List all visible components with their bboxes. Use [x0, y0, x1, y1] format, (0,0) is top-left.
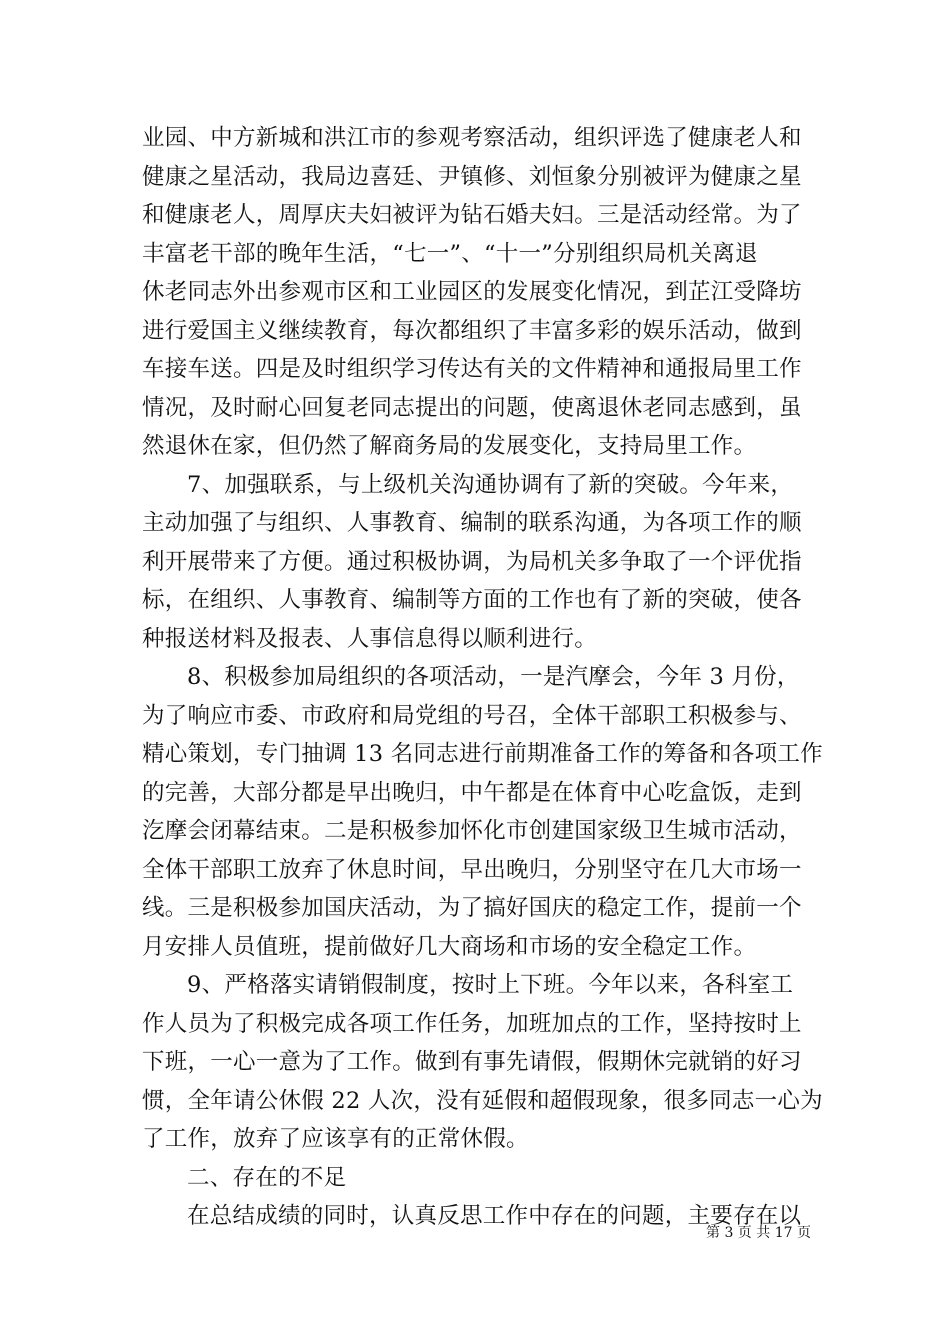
text-line: 和健康老人，周厚庆夫妇被评为钻石婚夫妇。三是活动经常。为了	[142, 202, 802, 228]
paragraph-start-line: 9、严格落实请销假制度，按时上下班。今年以来，各科室工	[187, 972, 794, 998]
text-line: 休老同志外出参观市区和工业园区的发展变化情况，到芷江受降坊	[142, 279, 802, 305]
text-line: 种报送材料及报表、人事信息得以顺利进行。	[142, 625, 598, 652]
text-line: 的完善，大部分都是早出晚归，中午都是在体育中心吃盒饭，走到	[142, 779, 802, 806]
text-line: 月安排人员值班，提前做好几大商场和市场的安全稳定工作。	[142, 933, 757, 960]
text-line: 作人员为了积极完成各项工作任务，加班加点的工作，坚持按时上	[142, 1010, 802, 1037]
paragraph-start-line: 7、加强联系，与上级机关沟通协调有了新的突破。今年来，	[187, 471, 794, 498]
text-line: 然退休在家，但仍然了解商务局的发展变化，支持局里工作。	[142, 433, 757, 459]
text-line: 为了响应市委、市政府和局党组的号召，全体干部职工积极参与、	[142, 702, 802, 729]
text-line: 业园、中方新城和洪江市的参观考察活动，组织评选了健康老人和	[142, 125, 802, 151]
text-line: 精心策划，专门抽调 13 名同志进行前期准备工作的筹备和各项工作	[142, 741, 823, 767]
text-line: 进行爱国主义继续教育，每次都组织了丰富多彩的娱乐活动，做到	[142, 317, 802, 344]
page-number-footer: 第 3 页 共 17 页	[706, 1225, 811, 1241]
text-line: 丰富老干部的晚年生活，“七一”、“十一”分别组织局机关离退	[142, 240, 758, 267]
text-line: 车接车送。四是及时组织学习传达有关的文件精神和通报局里工作	[142, 356, 802, 382]
text-line: 汔摩会闭幕结束。二是积极参加怀化市创建国家级卫生城市活动，	[142, 818, 802, 844]
text-line: 利开展带来了方便。通过积极协调，为局机关多争取了一个评优指	[142, 548, 802, 575]
text-line: 健康之星活动，我局边喜廷、尹镇修、刘恒象分别被评为健康之星	[142, 163, 802, 190]
text-line: 线。三是积极参加国庆活动，为了搞好国庆的稳定工作，提前一个	[142, 895, 802, 921]
body-text	[142, 119, 823, 1236]
paragraph-start-line: 在总结成绩的同时，认真反思工作中存在的问题，主要存在以	[187, 1203, 802, 1229]
text-line: 惯，全年请公休假 22 人次，没有延假和超假现象，很多同志一心为	[142, 1087, 823, 1114]
text-line: 主动加强了与组织、人事教育、编制的联系沟通，为各项工作的顺	[142, 510, 802, 536]
text-line: 情况，及时耐心回复老同志提出的问题，使离退休老同志感到，虽	[142, 394, 802, 421]
paragraph-start-line: 8、积极参加局组织的各项活动，一是汽摩会，今年 3 月份，	[187, 664, 800, 690]
text-line: 下班，一心一意为了工作。做到有事先请假，假期休完就销的好习	[142, 1049, 802, 1075]
section-heading: 二、存在的不足	[187, 1164, 347, 1191]
text-line: 了工作，放弃了应该享有的正常休假。	[142, 1126, 529, 1152]
text-line: 标，在组织、人事教育、编制等方面的工作也有了新的突破，使各	[142, 587, 802, 613]
text-line: 全体干部职工放弃了休息时间，早出晚归，分别坚守在几大市场一	[142, 856, 802, 883]
